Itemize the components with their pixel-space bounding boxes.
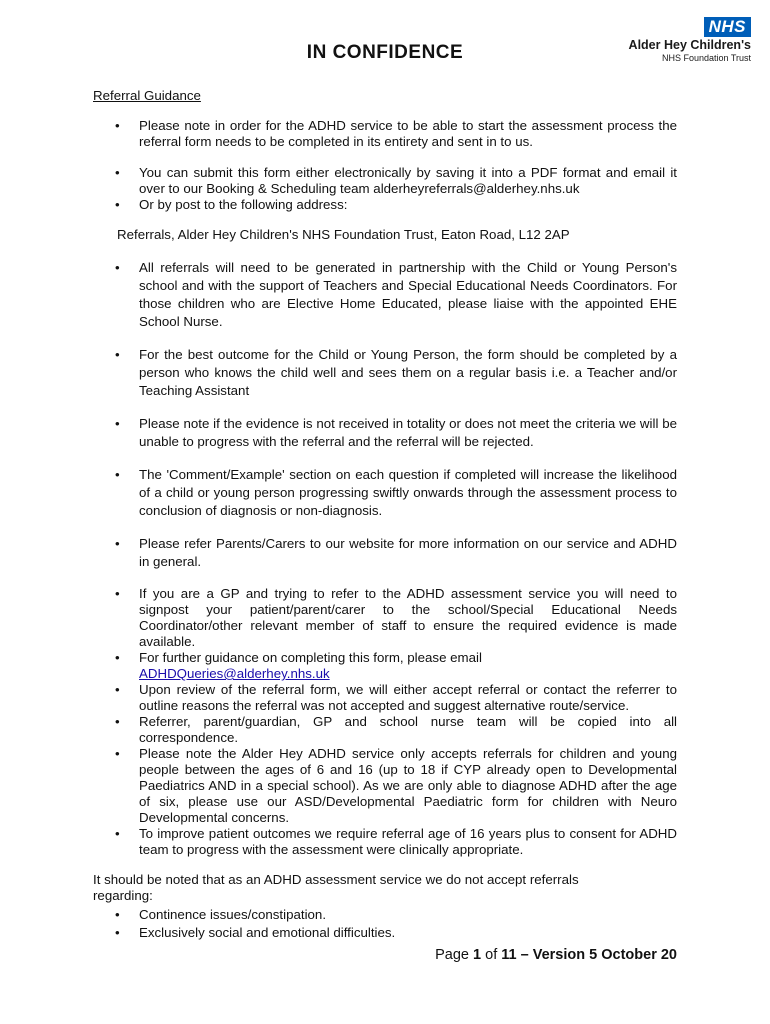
email-link[interactable]: ADHDQueries@alderhey.nhs.uk <box>139 666 330 681</box>
page-footer <box>435 947 677 963</box>
not-accepted-list <box>93 906 677 942</box>
nhs-badge: NHS <box>704 17 751 37</box>
list-item: • Please note if the evidence is not received in totality or does not meet the criteria we will be unable to progress with the referral and the referral will be rejected. <box>93 415 677 451</box>
list-item: • Or by post to the following address: <box>93 197 677 213</box>
list-item: • Please note the Alder Hey ADHD service only accepts referrals for children and young people between the ages of 6 and 16 (up to 18 if CYP already open to Developmental Paediatrics AND in a special school). As we are only able to diagnose ADHD after the age of six, please use our ASD/Developmental Paediatric form for children with Neuro Developmental concerns. <box>93 746 677 826</box>
postal-address: Referrals, Alder Hey Children's NHS Foundation Trust, Eaton Road, L12 2AP <box>117 227 570 242</box>
version-label: – Version 5 October 20 <box>520 947 677 963</box>
bullet-list-top <box>93 118 677 213</box>
page-total: 11 <box>501 947 517 963</box>
page-title: IN CONFIDENCE <box>306 42 464 63</box>
guidance-text: For further guidance on completing this form, please email <box>139 650 482 665</box>
list-item: • If you are a GP and trying to refer to the ADHD assessment service you will need to signpost your patient/parent/carer to the school/Special Educational Needs Coordinator/other relevant member of staff to ensure the required evidence is made available. <box>93 586 677 650</box>
list-item: • Referrer, parent/guardian, GP and school nurse team will be copied into all correspondence. <box>93 714 677 746</box>
bullet-list-low <box>93 586 677 858</box>
list-item: • To improve patient outcomes we require referral age of 16 years plus to consent for ADHD team to progress with the assessment were clinically appropriate. <box>93 826 677 858</box>
list-item: • You can submit this form either electronically by saving it into a PDF format and email it over to our Booking & Scheduling team alderheyreferrals@alderhey.nhs.uk <box>93 165 677 197</box>
list-item: • The 'Comment/Example' section on each question if completed will increase the likelihood of a child or young person progressing swiftly onwards through the assessment process to conclusion of diagnosis or non-diagnosis. <box>93 466 677 520</box>
bullet-list-mid <box>93 259 677 571</box>
list-item: • Exclusively social and emotional difficulties. <box>93 924 677 942</box>
list-item: • For the best outcome for the Child or Young Person, the form should be completed by a person who knows the child well and sees them on a regular basis i.e. a Teacher and/or Teaching Assistant <box>93 346 677 400</box>
org-subname: NHS Foundation Trust <box>661 53 751 63</box>
list-item: • Please note in order for the ADHD service to be able to start the assessment process the referral form needs to be completed in its entirety and sent in to us. <box>93 118 677 150</box>
of-label: of <box>485 947 498 963</box>
document-body <box>93 118 677 942</box>
section-heading: Referral Guidance <box>93 88 201 103</box>
list-item: • Continence issues/constipation. <box>93 906 677 924</box>
list-item: • Please refer Parents/Carers to our website for more information on our service and ADHD in general. <box>93 535 677 571</box>
not-accepted-intro: It should be noted that as an ADHD assessment service we do not accept referrals regarding: <box>93 872 579 903</box>
page-number: 1 <box>473 947 482 963</box>
list-item-guidance <box>93 650 677 682</box>
list-item: • Upon review of the referral form, we will either accept referral or contact the referrer to outline reasons the referral was not accepted and suggest alternative route/service. <box>93 682 677 714</box>
page-label: Page <box>435 947 469 963</box>
org-name: Alder Hey Children's <box>628 38 751 52</box>
list-item: • All referrals will need to be generated in partnership with the Child or Young Person's school and with the support of Teachers and Special Educational Needs Coordinators. For those children who are Elective Home Educated, please liaise with the appointed EHE School Nurse. <box>93 259 677 331</box>
